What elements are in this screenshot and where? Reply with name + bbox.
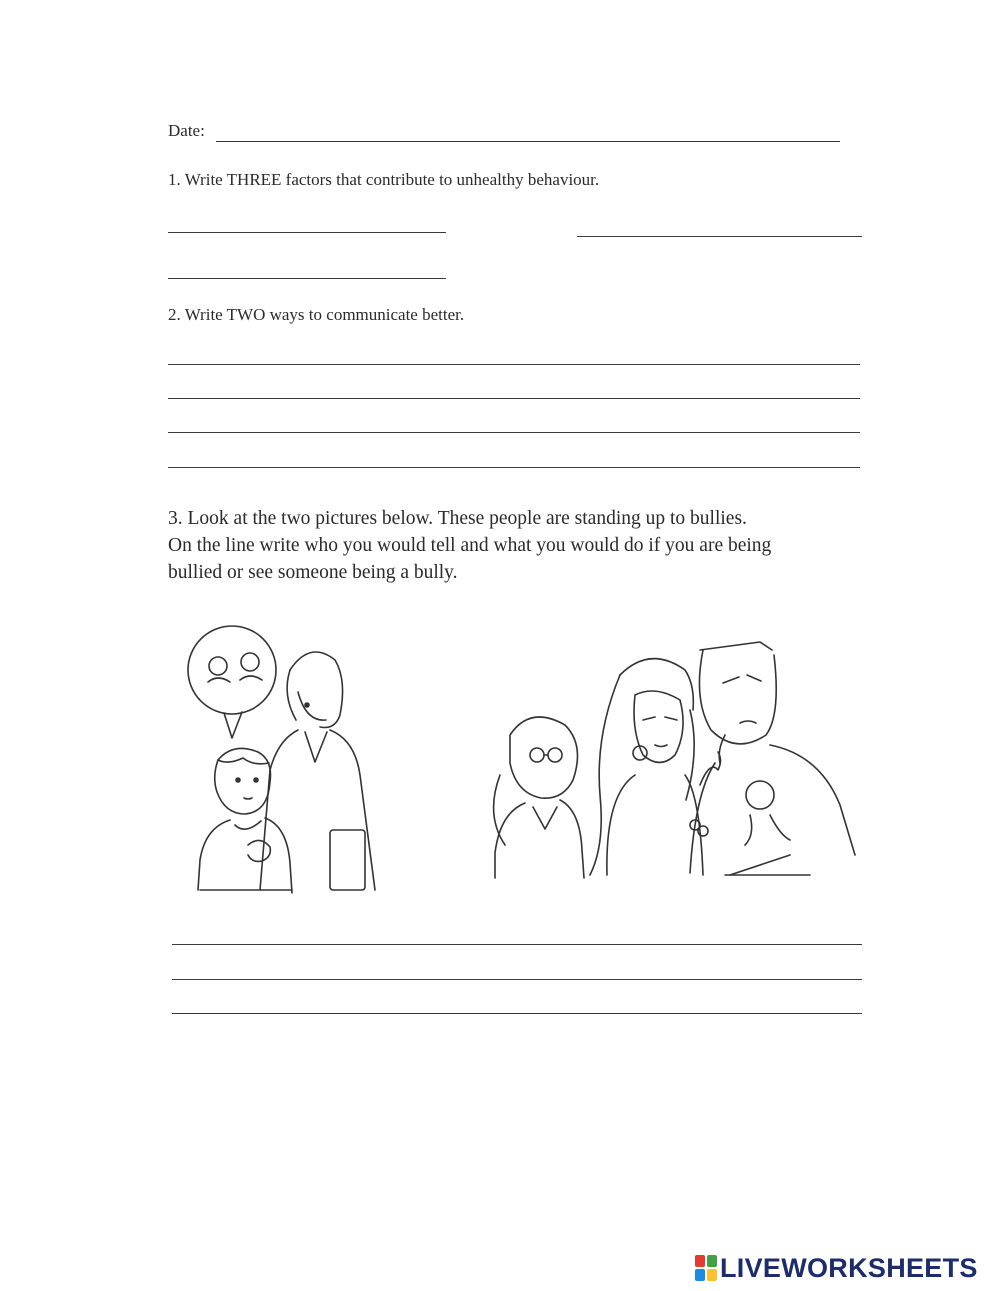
q2-answer-line-1[interactable] — [168, 364, 860, 365]
question-2-text: 2. Write TWO ways to communicate better. — [168, 305, 465, 324]
liveworksheets-logo-icon — [695, 1255, 717, 1281]
girl-confronting-bully-illustration — [485, 635, 865, 880]
date-answer-line[interactable] — [216, 141, 840, 142]
liveworksheets-logo[interactable] — [695, 1253, 978, 1283]
question-3-line-1: 3. Look at the two pictures below. These people are standing up to bullies. — [168, 508, 747, 529]
question-1-text: 1. Write THREE factors that contribute to unhealthy behaviour. — [168, 170, 600, 189]
q3-answer-line-2[interactable] — [172, 979, 862, 980]
q3-answer-line-3[interactable] — [172, 1013, 862, 1014]
q2-answer-line-3[interactable] — [168, 432, 860, 433]
question-3-text — [168, 505, 888, 586]
liveworksheets-logo-text: LIVEWORKSHEETS — [720, 1252, 978, 1283]
boy-telling-teacher-illustration — [180, 620, 410, 900]
speech-bubble-shape — [188, 626, 276, 714]
q2-answer-line-4[interactable] — [168, 467, 860, 468]
q1-answer-line-2[interactable] — [577, 236, 862, 237]
q1-answer-line-3[interactable] — [168, 278, 446, 279]
q3-answer-line-1[interactable] — [172, 944, 862, 945]
question-3-line-3: bullied or see someone being a bully. — [168, 562, 458, 583]
q2-answer-line-2[interactable] — [168, 398, 860, 399]
date-label: Date: — [168, 121, 205, 140]
question-3-line-2: On the line write who you would tell and what you would do if you are being — [168, 535, 772, 556]
q1-answer-line-1[interactable] — [168, 232, 446, 233]
